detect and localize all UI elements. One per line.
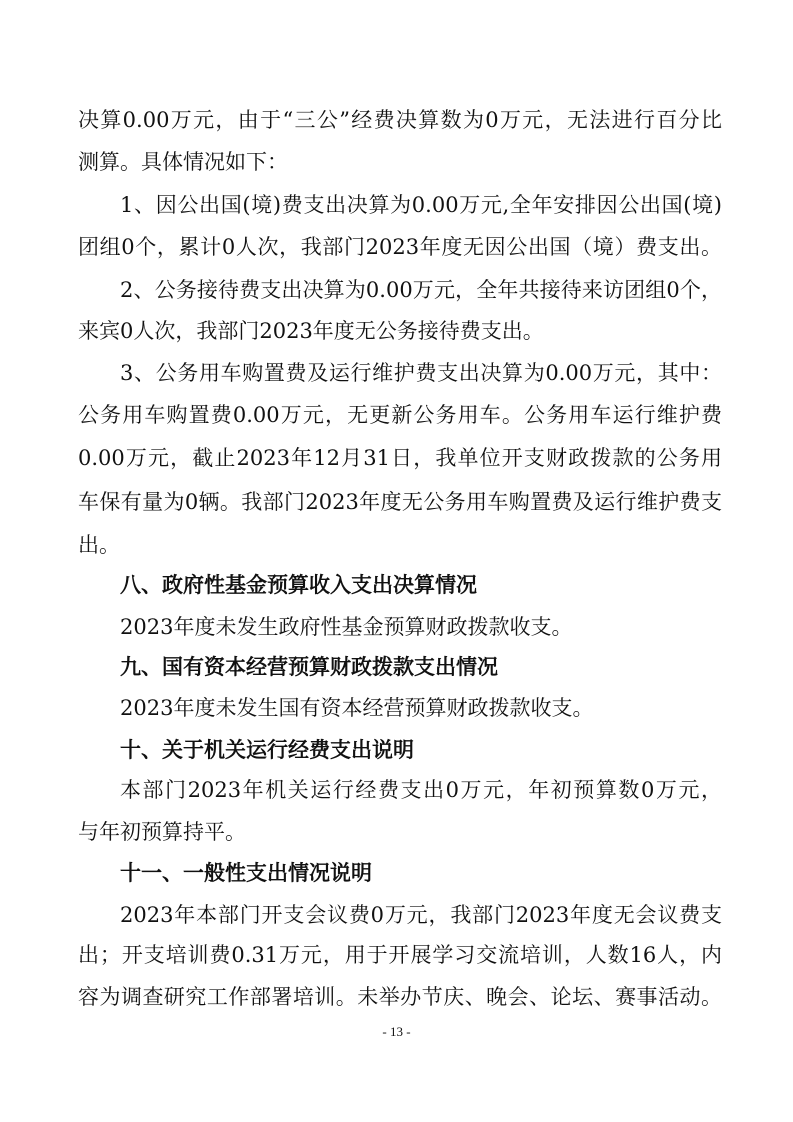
body-text-line: 容为调查研究工作部署培训。未举办节庆、晚会、论坛、赛事活动。 xyxy=(78,985,722,1009)
body-text-line: 2023年本部门开支会议费0万元，我部门2023年度无会议费支 xyxy=(120,903,722,927)
body-text-line: 测算。具体情况如下： xyxy=(78,150,288,174)
body-text-line: 出。 xyxy=(78,533,120,557)
body-text-line: 2023年度未发生政府性基金预算财政拨款收支。 xyxy=(120,615,573,639)
body-text-line: 出；开支培训费0.31万元，用于开展学习交流培训，人数16人，内 xyxy=(78,943,722,967)
body-text-line: 公务用车购置费0.00万元，无更新公务用车。公务用车运行维护费 xyxy=(78,403,722,427)
body-text-line: 车保有量为0辆。我部门2023年度无公务用车购置费及运行维护费支 xyxy=(78,490,722,514)
section-heading-9: 九、国有资本经营预算财政拨款支出情况 xyxy=(120,655,498,679)
body-text-line: 3、公务用车购置费及运行维护费支出决算为0.00万元，其中： xyxy=(120,361,722,385)
page-number: - 13 - xyxy=(382,1024,411,1039)
body-text-line: 决算0.00万元，由于“三公”经费决算数为0万元，无法进行百分比 xyxy=(78,108,722,132)
section-heading-8: 八、政府性基金预算收入支出决算情况 xyxy=(120,573,477,597)
body-text-line: 本部门2023年机关运行经费支出0万元，年初预算数0万元， xyxy=(120,778,722,802)
body-text-line: 与年初预算持平。 xyxy=(78,820,246,844)
body-text-line: 团组0个，累计0人次，我部门2023年度无因公出国（境）费支出。 xyxy=(78,235,722,259)
body-text-line: 来宾0人次，我部门2023年度无公务接待费支出。 xyxy=(78,319,544,343)
body-text-line: 2、公务接待费支出决算为0.00万元，全年共接待来访团组0个， xyxy=(120,278,722,302)
section-heading-11: 十一、一般性支出情况说明 xyxy=(120,861,372,885)
body-text-line: 0.00万元，截止2023年12月31日，我单位开支财政拨款的公务用 xyxy=(78,446,722,470)
section-heading-10: 十、关于机关运行经费支出说明 xyxy=(120,738,414,762)
body-text-line: 1、因公出国(境)费支出决算为0.00万元,全年安排因公出国(境) xyxy=(120,193,722,217)
body-text-line: 2023年度未发生国有资本经营预算财政拨款收支。 xyxy=(120,696,594,720)
